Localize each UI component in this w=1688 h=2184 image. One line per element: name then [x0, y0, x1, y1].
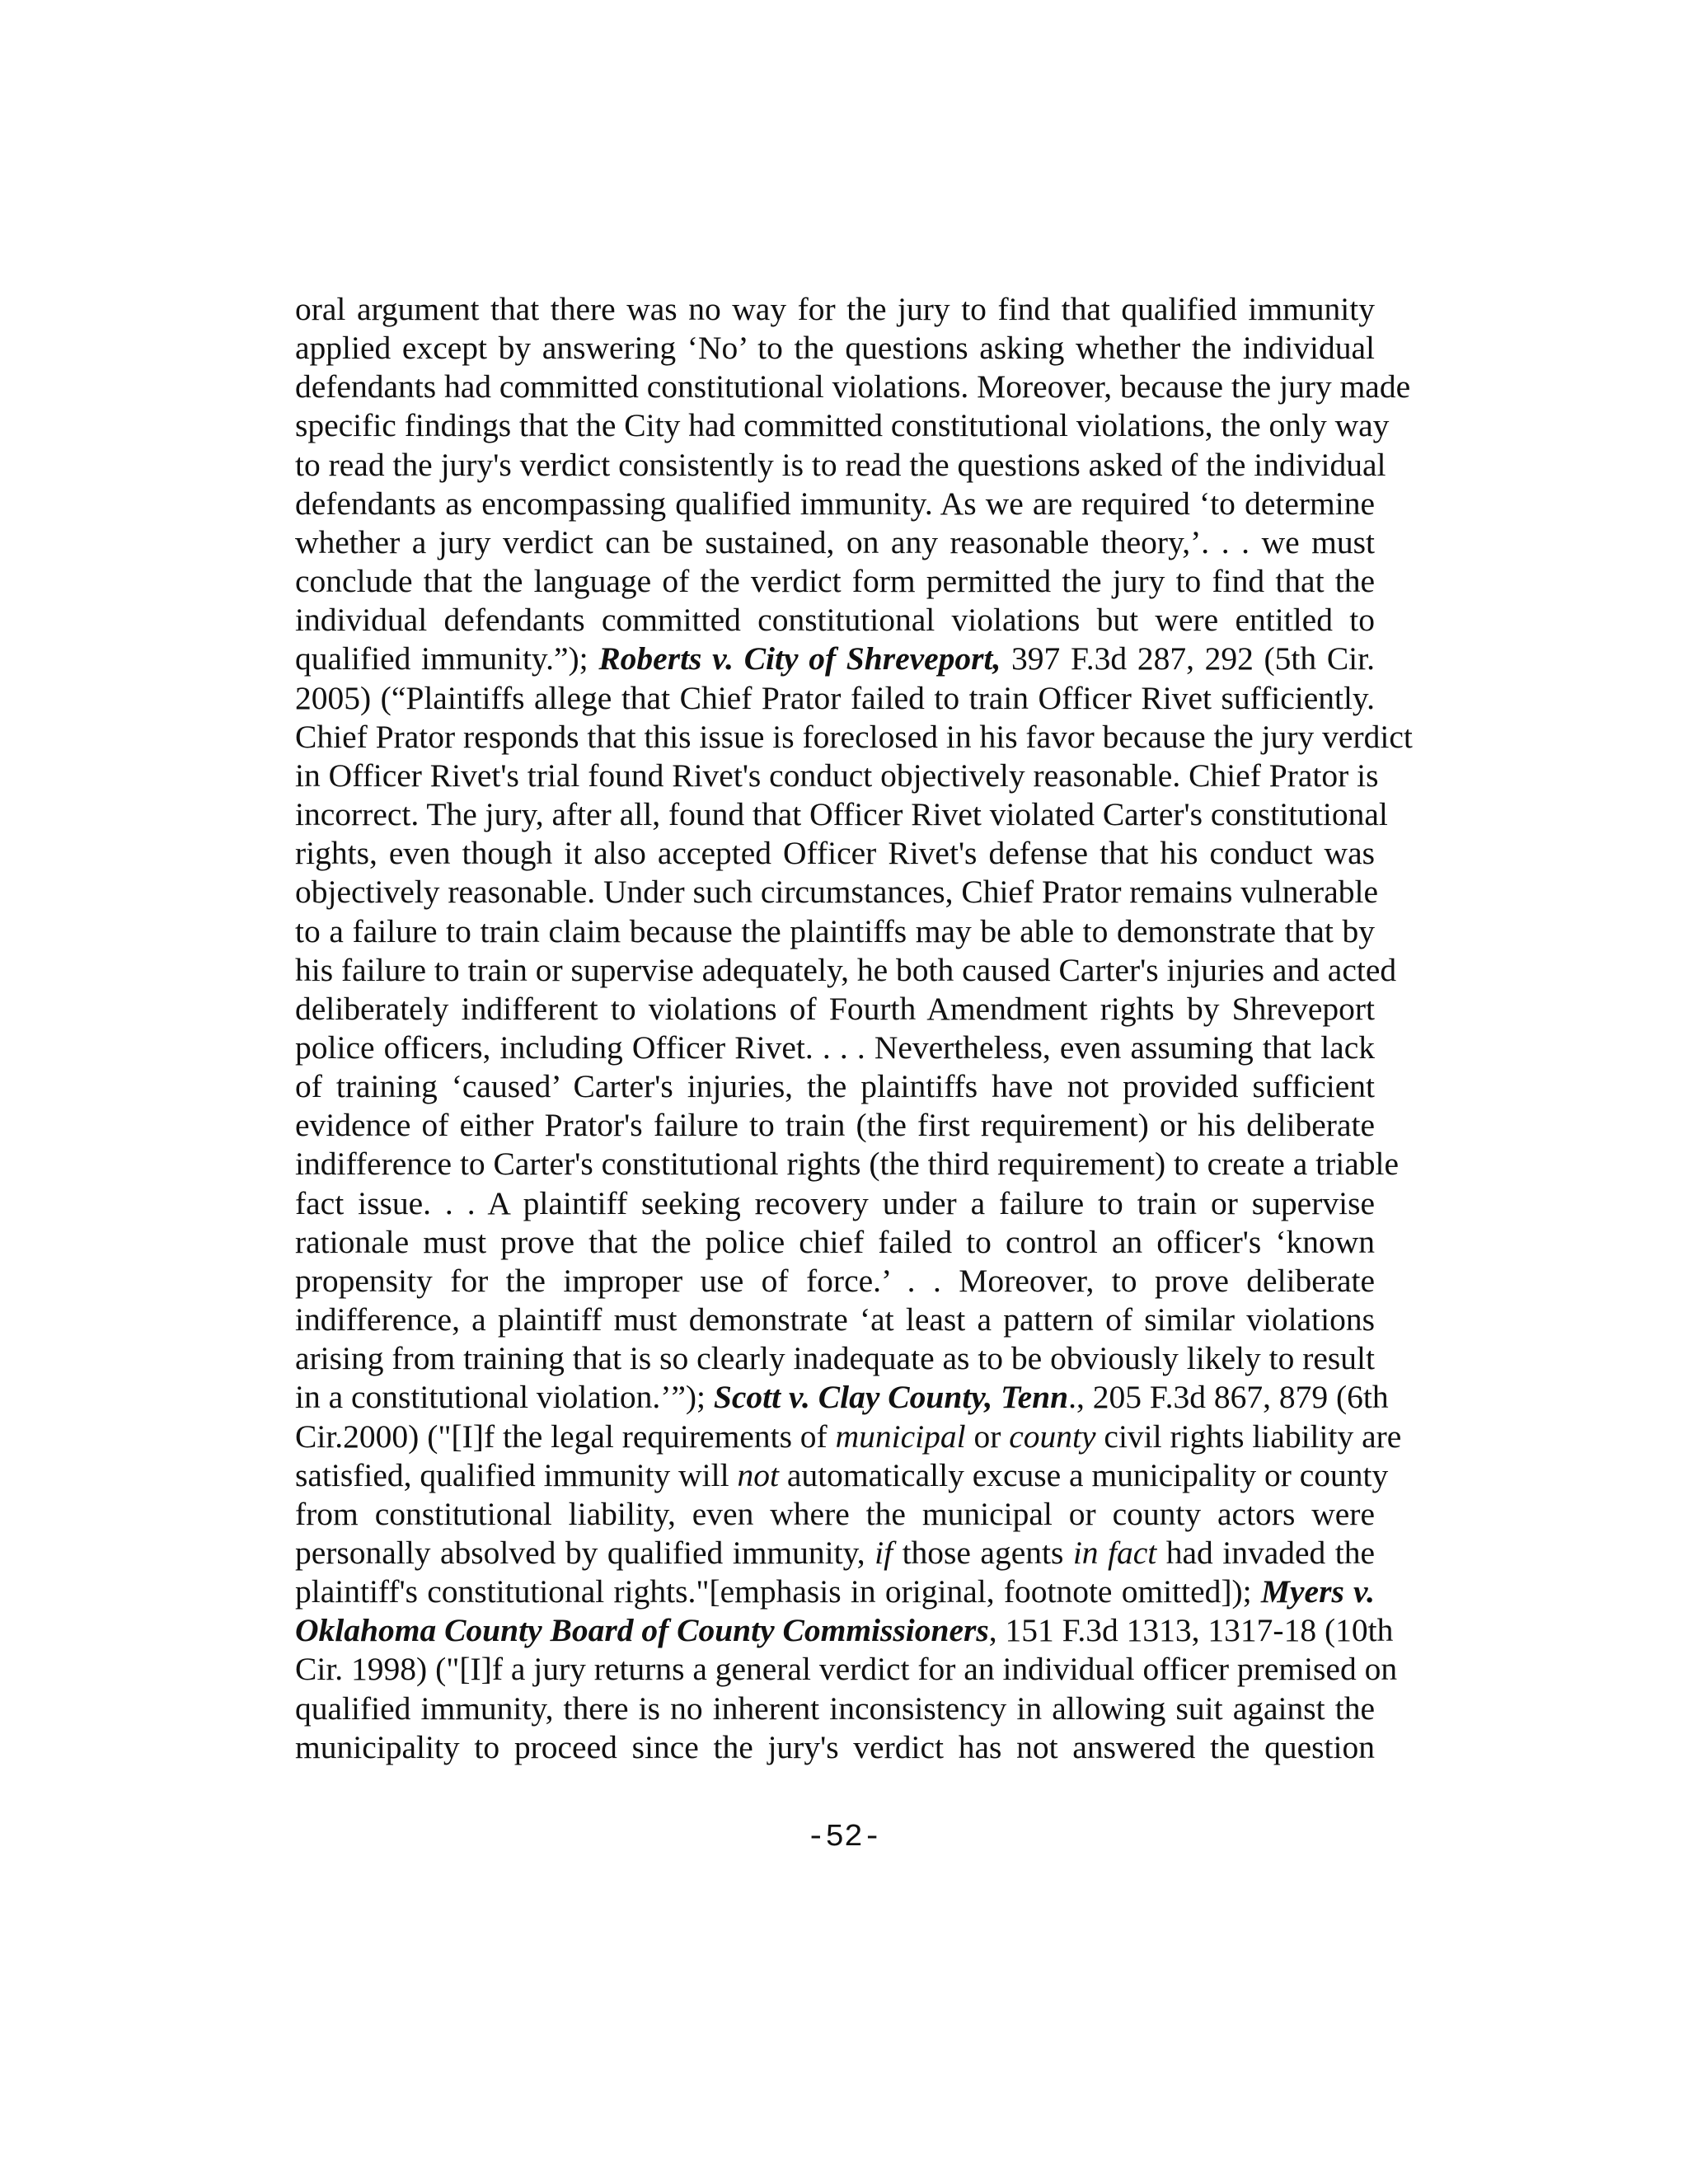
text-run: in a constitutional violation.’”);	[295, 1379, 714, 1416]
text-line	[295, 1650, 1398, 1689]
text-run: deliberately indifferent to violations of Fourth Amendment rights by Shreveport	[295, 990, 1375, 1027]
text-line	[295, 679, 1375, 718]
text-run: individual defendants committed constitutional violations but were entitled to	[295, 602, 1375, 639]
text-run: Cir. 1998) ("[I]f a jury returns a general verdict for an individual officer premised on	[295, 1651, 1398, 1688]
text-line	[295, 1495, 1375, 1534]
text-line	[295, 1418, 1402, 1456]
text-line	[295, 1611, 1394, 1650]
case-citation: in fact	[1072, 1535, 1157, 1571]
text-line	[295, 1106, 1375, 1145]
text-line	[295, 1378, 1389, 1417]
case-citation: Roberts v. City of Shreveport,	[598, 640, 1001, 677]
text-run: fact issue. . . A plaintiff seeking recovery under a failure to train or supervise	[295, 1184, 1375, 1221]
text-run: police officers, including Officer Rivet. . . . Nevertheless, even assuming that lack	[295, 1029, 1375, 1066]
text-line	[295, 873, 1378, 912]
text-run: qualified immunity, there is no inherent inconsistency in allowing suit against the	[295, 1690, 1375, 1727]
text-run: rationale must prove that the police chief failed to control an officer's ‘known	[295, 1223, 1375, 1260]
text-line	[295, 1067, 1375, 1106]
text-run: whether a jury verdict can be sustained, on any reasonable theory,’. . . we must	[295, 523, 1375, 560]
text-run: indifference to Carter's constitutional rights (the third requirement) to create a triable	[295, 1146, 1400, 1183]
page-number: -52-	[806, 1820, 882, 1855]
text-line	[295, 1534, 1375, 1572]
body-text	[295, 290, 1413, 1767]
text-run: personally absolved by qualified immunity,	[295, 1535, 875, 1571]
case-citation: Oklahoma County Board of County Commissioners	[295, 1612, 989, 1649]
text-run: of training ‘caused’ Carter's injuries, the plaintiffs have not provided sufficient	[295, 1068, 1375, 1105]
text-run: 397 F.3d 287, 292 (5th Cir.	[1001, 640, 1375, 677]
text-line	[295, 640, 1375, 678]
case-citation: county	[1009, 1418, 1096, 1455]
text-run: , 151 F.3d 1313, 1317-18 (10th	[988, 1612, 1394, 1649]
text-line	[295, 1184, 1375, 1223]
text-run: incorrect. The jury, after all, found that Officer Rivet violated Carter's constitutional	[295, 796, 1388, 833]
text-run: plaintiff's constitutional rights."[emphasis in original, footnote omitted]);	[295, 1573, 1261, 1610]
text-run: indifference, a plaintiff must demonstrate ‘at least a pattern of similar violations	[295, 1301, 1375, 1338]
text-line	[295, 290, 1375, 329]
text-line	[295, 1262, 1375, 1301]
text-run: evidence of either Prator's failure to train (the first requirement) or his deliberate	[295, 1107, 1375, 1144]
text-run: Chief Prator responds that this issue is foreclosed in his favor because the jury verdict	[295, 718, 1413, 755]
text-line	[295, 1145, 1400, 1183]
text-line	[295, 1690, 1375, 1728]
text-line	[295, 718, 1413, 757]
text-run: municipality to proceed since the jury's verdict has not answered the question	[295, 1728, 1375, 1765]
case-citation: municipal	[835, 1418, 966, 1455]
text-line	[295, 1456, 1389, 1495]
text-run: defendants had committed constitutional violations. Moreover, because the jury made	[295, 368, 1411, 405]
text-run: ., 205 F.3d 867, 879 (6th	[1068, 1379, 1389, 1416]
text-run: oral argument that there was no way for the jury to find that qualified immunity	[295, 291, 1375, 327]
text-run: Cir.2000) ("[I]f the legal requirements of	[295, 1418, 836, 1455]
text-line	[295, 329, 1375, 368]
text-run: to read the jury's verdict consistently is to read the questions asked of the individual	[295, 446, 1386, 483]
text-line	[295, 1223, 1375, 1262]
text-run: those agents	[893, 1535, 1073, 1571]
text-run: civil rights liability are	[1095, 1418, 1402, 1455]
text-run: rights, even though it also accepted Officer Rivet's defense that his conduct was	[295, 835, 1375, 872]
text-line	[295, 446, 1386, 485]
text-run: satisfied, qualified immunity will	[295, 1456, 738, 1493]
text-run: specific findings that the City had committed constitutional violations, the only way	[295, 407, 1390, 444]
text-run: conclude that the language of the verdict form permitted the jury to find that the	[295, 563, 1375, 600]
text-line	[295, 523, 1375, 562]
text-line	[295, 990, 1375, 1029]
text-line	[295, 562, 1375, 601]
text-run: to a failure to train claim because the plaintiffs may be able to demonstrate that by	[295, 912, 1375, 949]
text-run: objectively reasonable. Under such circumstances, Chief Prator remains vulnerable	[295, 874, 1378, 911]
case-citation: not	[737, 1456, 779, 1493]
text-line	[295, 912, 1375, 951]
text-run: applied except by answering ‘No’ to the questions asking whether the individual	[295, 330, 1375, 367]
text-run: or	[965, 1418, 1010, 1455]
text-run: defendants as encompassing qualified immunity. As we are required ‘to determine	[295, 485, 1375, 522]
text-line	[295, 1572, 1375, 1611]
text-run: 2005) (“Plaintiffs allege that Chief Prator failed to train Officer Rivet sufficiently.	[295, 679, 1375, 716]
text-run: arising from training that is so clearly inadequate as to be obviously likely to result	[295, 1340, 1375, 1377]
case-citation: if	[874, 1535, 893, 1571]
text-line	[295, 601, 1375, 640]
text-run: his failure to train or supervise adequately, he both caused Carter's injuries and acted	[295, 951, 1397, 988]
text-line	[295, 1029, 1375, 1067]
text-run: from constitutional liability, even where the municipal or county actors were	[295, 1495, 1375, 1532]
text-run: qualified immunity.”);	[295, 640, 599, 677]
case-citation: Scott v. Clay County, Tenn	[713, 1379, 1069, 1416]
text-line	[295, 834, 1375, 873]
case-citation: Myers v.	[1260, 1573, 1375, 1610]
text-line	[295, 1339, 1375, 1378]
text-line	[295, 1728, 1375, 1767]
text-line	[295, 368, 1411, 406]
text-line	[295, 795, 1388, 834]
text-line	[295, 757, 1379, 795]
text-run: had invaded the	[1156, 1535, 1375, 1571]
text-run: automatically excuse a municipality or county	[778, 1456, 1389, 1493]
text-line	[295, 1301, 1375, 1339]
text-line	[295, 406, 1390, 445]
text-line	[295, 485, 1375, 523]
text-line	[295, 951, 1397, 990]
text-run: propensity for the improper use of force.’ . . Moreover, to prove deliberate	[295, 1262, 1375, 1299]
text-run: in Officer Rivet's trial found Rivet's conduct objectively reasonable. Chief Prator is	[295, 757, 1379, 794]
